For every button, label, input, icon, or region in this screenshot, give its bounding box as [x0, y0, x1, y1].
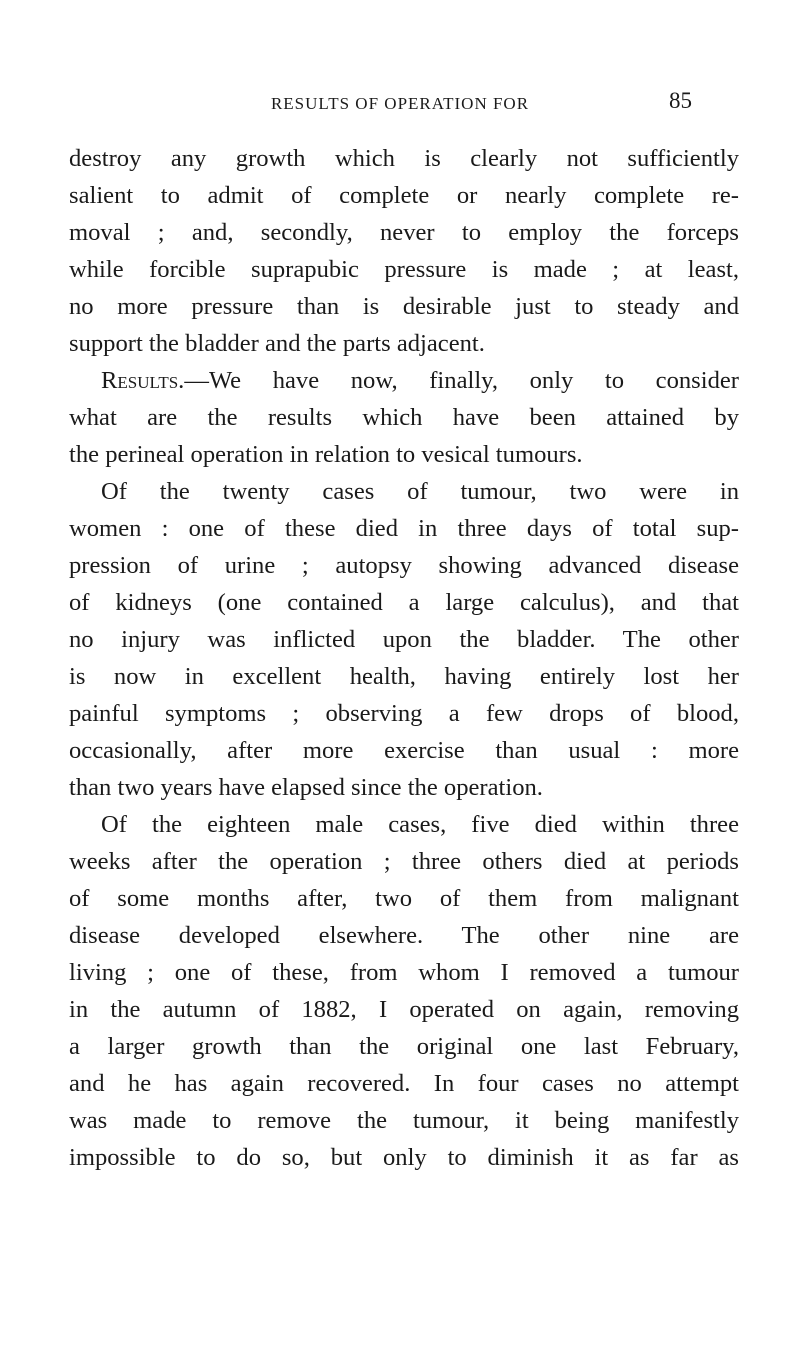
text-line: of some months after, two of them from malignant: [69, 885, 739, 912]
text-line: of kidneys (one contained a large calculus), and that: [69, 589, 739, 616]
text-line: Of the eighteen male cases, five died within three: [101, 811, 739, 838]
text-line: in the autumn of 1882, I operated on again, removing: [69, 996, 739, 1023]
text-line: the perineal operation in relation to vesical tumours.: [69, 441, 583, 468]
text-line: destroy any growth which is clearly not sufficiently: [69, 145, 739, 172]
text-line: living ; one of these, from whom I removed a tumour: [69, 959, 739, 986]
text-line: support the bladder and the parts adjacent.: [69, 330, 485, 357]
section-heading: Results.: [101, 367, 185, 394]
text-line: pression of urine ; autopsy showing advanced disease: [69, 552, 739, 579]
text-line: what are the results which have been attained by: [69, 404, 739, 431]
text-line: Of the twenty cases of tumour, two were in: [101, 478, 739, 505]
text-line: painful symptoms ; observing a few drops of blood,: [69, 700, 739, 727]
page-number: 85: [669, 88, 692, 113]
text-line: moval ; and, secondly, never to employ the forceps: [69, 219, 739, 246]
text-line: was made to remove the tumour, it being manifestly: [69, 1107, 739, 1134]
text-line: women : one of these died in three days of total sup-: [69, 515, 739, 542]
text-line: no more pressure than is desirable just to steady and: [69, 293, 739, 320]
text-line: disease developed elsewhere. The other nine are: [69, 922, 739, 949]
body-text: [69, 140, 739, 1176]
running-title: RESULTS OF OPERATION FOR: [270, 94, 530, 113]
text-line: a larger growth than the original one last February,: [69, 1033, 739, 1060]
text-line: —We have now, finally, only to consider: [184, 367, 739, 394]
text-line: salient to admit of complete or nearly complete re-: [69, 182, 739, 209]
text-line: occasionally, after more exercise than usual : more: [69, 737, 739, 764]
text-line: while forcible suprapubic pressure is made ; at least,: [69, 256, 739, 283]
text-line: impossible to do so, but only to diminish it as far as: [69, 1144, 739, 1171]
text-line: weeks after the operation ; three others died at periods: [69, 848, 739, 875]
text-line: and he has again recovered. In four cases no attempt: [69, 1070, 739, 1097]
text-line: is now in excellent health, having entirely lost her: [69, 663, 739, 690]
text-line: than two years have elapsed since the operation.: [69, 774, 543, 801]
paragraph-results-first-line: [69, 362, 739, 399]
text-line: no injury was inflicted upon the bladder. The other: [69, 626, 739, 653]
